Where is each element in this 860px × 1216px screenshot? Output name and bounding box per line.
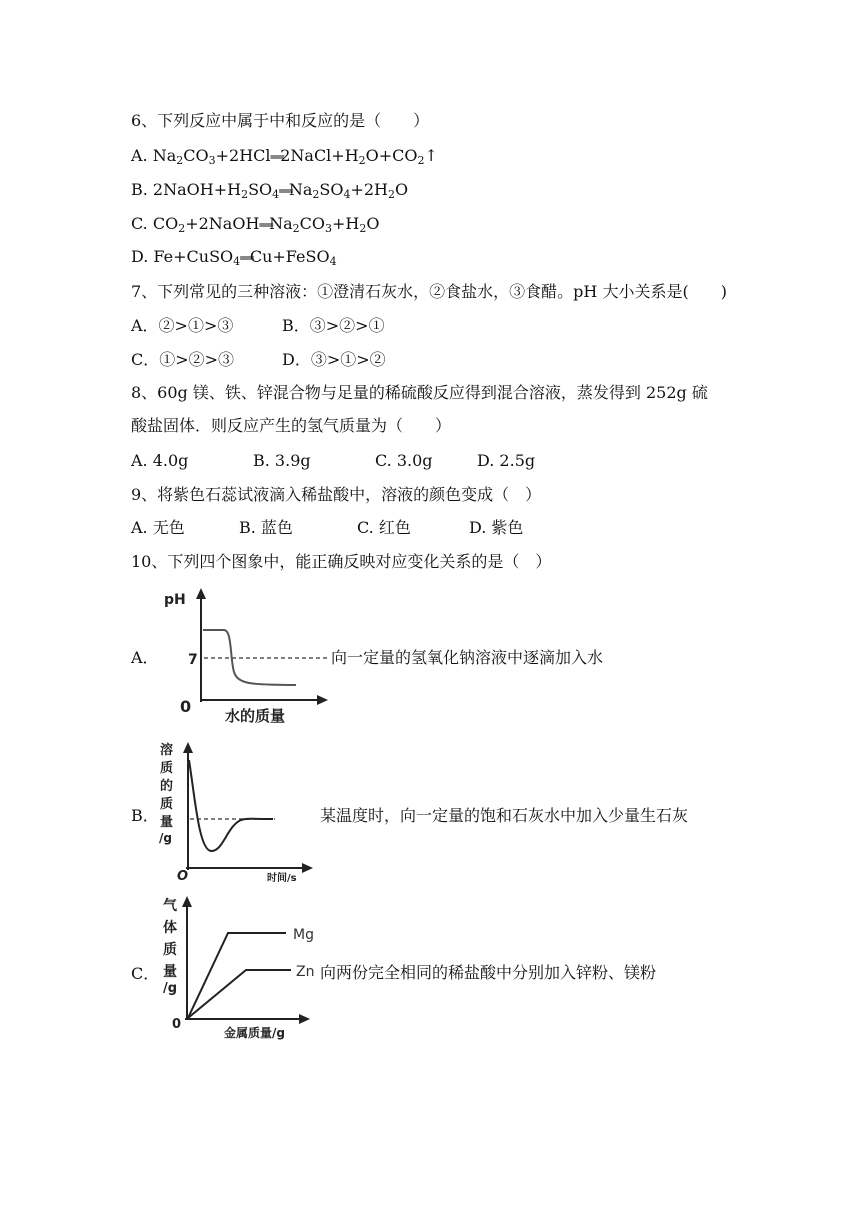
graph-b-y-arrow (183, 742, 193, 753)
q9-option-d[interactable]: D. 紫色 (469, 518, 524, 537)
graph-b-ylabel-2: 质 (160, 761, 174, 776)
q9-stem: 9、将紫色石蕊试液滴入稀盐酸中，溶液的颜色变成（ ） (131, 485, 542, 504)
q10-option-b-desc: 某温度时，向一定量的饱和石灰水中加入少量生石灰 (320, 806, 689, 825)
q7-option-c[interactable]: C．①>②>③ (131, 350, 235, 369)
q7-options-row2 (131, 350, 386, 370)
q6-option-c[interactable]: C. $CO_2+2NaOH═══Na_2CO_3+H_2O$ (131, 214, 380, 235)
graph-b-ylabel-3: 的 (160, 779, 174, 794)
graph-c-ylabel-1: 气 (163, 898, 177, 914)
graph-c-xlabel: 金属质量/g (224, 1026, 285, 1040)
q8-option-d[interactable]: D. 2.5g (477, 451, 536, 470)
q6-stem: 6、下列反应中属于中和反应的是（ ） (131, 111, 430, 130)
graph-b-x-arrow (302, 863, 313, 873)
graph-c-ylabel-4: 量 (163, 964, 177, 980)
graph-c-series-zn (188, 970, 291, 1018)
graph-c-ylabel-5: /g (163, 981, 178, 996)
graph-b-curve (189, 760, 273, 851)
q6-option-d[interactable]: D. Fe+CuSO$_4$═══Cu+FeSO$_4$ (131, 247, 337, 268)
q10-option-b-letter[interactable]: B． (131, 806, 159, 825)
graph-c-label-mg: Mg (293, 927, 314, 943)
q9-options (131, 518, 523, 538)
q9-option-b[interactable]: B. 蓝色 (239, 518, 293, 537)
graph-c-x-arrow (299, 1014, 310, 1024)
q10-option-a-letter[interactable]: A． (131, 648, 159, 667)
graph-a-ylabel: pH (164, 592, 186, 608)
graph-c-origin: 0 (172, 1017, 182, 1032)
graph-b-ylabel-5: 量 (160, 815, 174, 830)
graph-a-y-arrow (196, 588, 206, 599)
q6-option-a[interactable]: A. $Na_2CO_3+2HCl═══2NaCl+H_2O+CO_2↑$ (131, 146, 438, 167)
graph-b-ylabel-6: /g (159, 831, 172, 845)
graph-a-x-arrow (317, 695, 328, 705)
graph-c-ylabel-3: 质 (163, 942, 177, 958)
graph-a-xlabel: 水的质量 (225, 707, 286, 724)
q10-option-c-desc: 向两份完全相同的稀盐酸中分别加入锌粉、镁粉 (320, 963, 657, 982)
q10-option-a-desc: 向一定量的氢氧化钠溶液中逐滴加入水 (331, 648, 604, 667)
q7-option-a[interactable]: A．②>①>③ (131, 316, 234, 335)
graph-b-xlabel: 时间/s (267, 873, 297, 883)
q8-option-a[interactable]: A. 4.0g (131, 451, 189, 470)
q6-option-b[interactable]: B. $2NaOH+H_2SO_4═══Na_2SO_4+2H_2O$ (131, 180, 409, 201)
graph-a-origin: 0 (180, 697, 192, 716)
q7-option-b[interactable]: B．③>②>① (282, 316, 385, 335)
q8-stem-line1: 8、60g 镁、铁、锌混合物与足量的稀硫酸反应得到混合溶液，蒸发得到 252g 硫 (131, 383, 708, 402)
graph-b-origin: O (177, 869, 189, 883)
graph-c-y-arrow (182, 896, 192, 907)
graph-b-ylabel-1: 溶 (160, 743, 174, 758)
q8-stem-line2: 酸盐固体．则反应产生的氢气质量为（ ） (131, 416, 452, 435)
q7-stem: 7、下列常见的三种溶液：①澄清石灰水，②食盐水，③食醋。pH 大小关系是( ) (131, 282, 727, 301)
q10-graph-a (160, 584, 335, 724)
q10-graph-c (160, 892, 320, 1042)
graph-c-label-zn: Zn (296, 964, 315, 980)
graph-b-ylabel-4: 质 (160, 797, 174, 812)
q9-option-a[interactable]: A. 无色 (131, 518, 185, 537)
q7-option-d[interactable]: D．③>①>② (282, 350, 386, 369)
q10-graph-b (155, 738, 320, 883)
q8-option-b[interactable]: B. 3.9g (253, 451, 311, 470)
graph-a-ref-label: 7 (188, 652, 198, 668)
q7-options-row1 (131, 316, 385, 336)
q8-options (131, 451, 535, 471)
q10-stem: 10、下列四个图象中，能正确反映对应变化关系的是（ ） (131, 552, 552, 571)
q9-option-c[interactable]: C. 红色 (357, 518, 411, 537)
q10-option-c-letter[interactable]: C． (131, 964, 160, 983)
q8-option-c[interactable]: C. 3.0g (375, 451, 433, 470)
graph-c-ylabel-2: 体 (163, 920, 177, 936)
